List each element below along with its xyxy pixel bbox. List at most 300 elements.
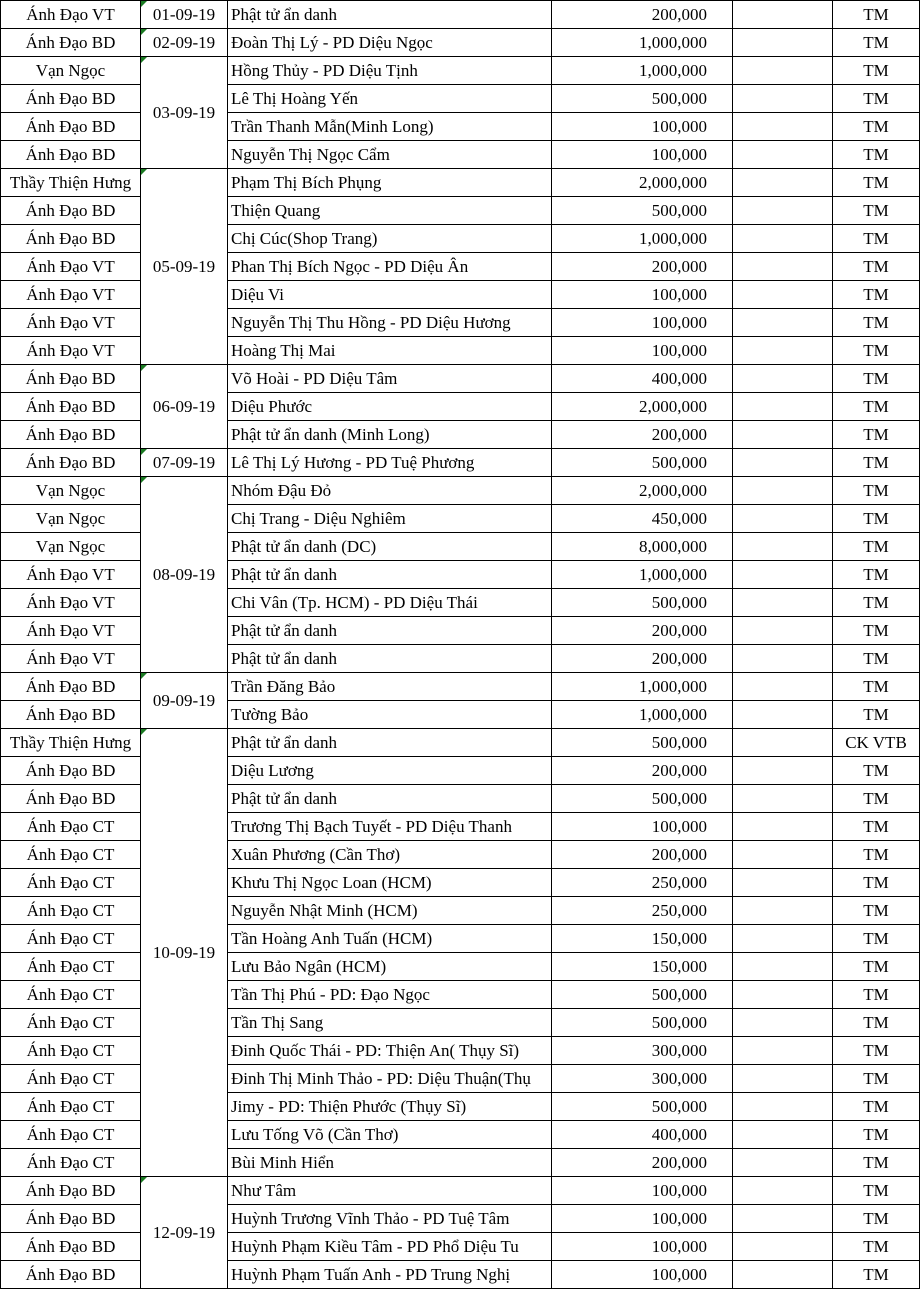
payment-method-cell[interactable]: TM [833,561,920,589]
date-cell[interactable] [141,57,228,169]
table-row [1,505,920,533]
branch-cell[interactable]: Ánh Đạo CT [1,1093,141,1121]
payment-method-cell[interactable]: TM [833,589,920,617]
amount-cell[interactable]: 500,000 [552,1009,733,1037]
amount-cell[interactable]: 250,000 [552,897,733,925]
donor-cell[interactable]: Chị Cúc(Shop Trang) [228,225,552,253]
amount-cell[interactable]: 1,000,000 [552,673,733,701]
branch-cell[interactable]: Ánh Đạo VT [1,589,141,617]
branch-cell[interactable]: Ánh Đạo VT [1,1,141,29]
note-cell[interactable] [733,1037,833,1065]
payment-method-cell[interactable]: TM [833,449,920,477]
note-cell[interactable] [733,1233,833,1261]
donor-cell[interactable]: Xuân Phương (Cần Thơ) [228,841,552,869]
payment-method-cell[interactable]: TM [833,477,920,505]
payment-method-cell[interactable]: TM [833,1037,920,1065]
donor-cell[interactable]: Phật tử ẩn danh [228,1,552,29]
donor-cell[interactable]: Lưu Bảo Ngân (HCM) [228,953,552,981]
amount-cell[interactable]: 500,000 [552,449,733,477]
amount-cell[interactable]: 450,000 [552,505,733,533]
amount-cell[interactable]: 1,000,000 [552,701,733,729]
donor-cell[interactable]: Phật tử ẩn danh (Minh Long) [228,421,552,449]
note-cell[interactable] [733,981,833,1009]
note-cell[interactable] [733,309,833,337]
donor-cell[interactable]: Diệu Phước [228,393,552,421]
date-text: 07-09-19 [152,453,216,472]
payment-method-cell[interactable]: TM [833,953,920,981]
table-row [1,1261,920,1289]
donor-cell[interactable]: Trương Thị Bạch Tuyết - PD Diệu Thanh [228,813,552,841]
note-cell[interactable] [733,1261,833,1289]
branch-cell[interactable]: Ánh Đạo CT [1,813,141,841]
branch-cell[interactable]: Ánh Đạo BD [1,785,141,813]
branch-cell[interactable]: Ánh Đạo CT [1,1121,141,1149]
donor-cell[interactable]: Phật tử ẩn danh [228,785,552,813]
donor-cell[interactable]: Đinh Thị Minh Thảo - PD: Diệu Thuận(Thụ [228,1065,552,1093]
note-cell[interactable] [733,169,833,197]
branch-cell[interactable]: Thầy Thiện Hưng [1,169,141,197]
branch-cell[interactable]: Ánh Đạo BD [1,225,141,253]
table-row [1,869,920,897]
note-cell[interactable] [733,841,833,869]
donor-cell[interactable]: Trần Thanh Mẫn(Minh Long) [228,113,552,141]
payment-method-cell[interactable]: TM [833,1,920,29]
donor-cell[interactable]: Khưu Thị Ngọc Loan (HCM) [228,869,552,897]
ledger-body [1,1,920,1289]
table-row [1,281,920,309]
branch-cell[interactable]: Ánh Đạo VT [1,561,141,589]
donor-cell[interactable]: Phật tử ẩn danh [228,729,552,757]
payment-method-cell[interactable]: TM [833,141,920,169]
amount-cell[interactable]: 500,000 [552,85,733,113]
payment-method-cell[interactable]: TM [833,85,920,113]
donor-cell[interactable]: Lê Thị Lý Hương - PD Tuệ Phương [228,449,552,477]
amount-cell[interactable]: 200,000 [552,617,733,645]
note-cell[interactable] [733,253,833,281]
donor-cell[interactable]: Phan Thị Bích Ngọc - PD Diệu Ân [228,253,552,281]
note-cell[interactable] [733,365,833,393]
payment-method-cell[interactable]: TM [833,253,920,281]
payment-method-cell[interactable]: TM [833,1093,920,1121]
table-row [1,57,920,85]
table-row [1,673,920,701]
branch-cell[interactable]: Ánh Đạo CT [1,1065,141,1093]
payment-method-cell[interactable]: TM [833,113,920,141]
note-cell[interactable] [733,197,833,225]
amount-cell[interactable]: 200,000 [552,1,733,29]
note-cell[interactable] [733,449,833,477]
amount-cell[interactable]: 500,000 [552,785,733,813]
donor-cell[interactable]: Jimy - PD: Thiện Phước (Thụy Sĩ) [228,1093,552,1121]
branch-cell[interactable]: Ánh Đạo BD [1,1177,141,1205]
amount-cell[interactable]: 100,000 [552,1261,733,1289]
payment-method-cell[interactable]: TM [833,169,920,197]
note-cell[interactable] [733,141,833,169]
donor-cell[interactable]: Lưu Tống Võ (Cần Thơ) [228,1121,552,1149]
donor-cell[interactable]: Tần Thị Sang [228,1009,552,1037]
amount-cell[interactable]: 2,000,000 [552,477,733,505]
amount-cell[interactable]: 200,000 [552,253,733,281]
date-text: 05-09-19 [152,257,216,276]
note-cell[interactable] [733,897,833,925]
payment-method-cell[interactable]: TM [833,869,920,897]
amount-cell[interactable]: 150,000 [552,953,733,981]
table-row [1,813,920,841]
table-row [1,1093,920,1121]
amount-cell[interactable]: 200,000 [552,841,733,869]
donor-cell[interactable]: Nguyễn Thị Ngọc Cẩm [228,141,552,169]
amount-cell[interactable]: 100,000 [552,1233,733,1261]
branch-cell[interactable]: Ánh Đạo CT [1,897,141,925]
table-row [1,897,920,925]
branch-cell[interactable]: Thầy Thiện Hưng [1,729,141,757]
amount-cell[interactable]: 300,000 [552,1037,733,1065]
branch-cell[interactable]: Ánh Đạo CT [1,1009,141,1037]
branch-cell[interactable]: Ánh Đạo VT [1,281,141,309]
payment-method-cell[interactable]: TM [833,813,920,841]
comment-indicator-icon [141,729,147,735]
note-cell[interactable] [733,505,833,533]
table-row [1,533,920,561]
payment-method-cell[interactable]: TM [833,365,920,393]
branch-cell[interactable]: Vạn Ngọc [1,505,141,533]
donor-cell[interactable]: Lê Thị Hoàng Yến [228,85,552,113]
table-row [1,589,920,617]
branch-cell[interactable]: Ánh Đạo BD [1,757,141,785]
table-row [1,225,920,253]
table-row [1,1177,920,1205]
table-row [1,29,920,57]
donor-cell[interactable]: Nhóm Đậu Đỏ [228,477,552,505]
note-cell[interactable] [733,1,833,29]
branch-cell[interactable]: Ánh Đạo BD [1,393,141,421]
date-text: 12-09-19 [152,1223,216,1242]
donor-cell[interactable]: Huỳnh Trương Vĩnh Thảo - PD Tuệ Tâm [228,1205,552,1233]
note-cell[interactable] [733,953,833,981]
note-cell[interactable] [733,533,833,561]
note-cell[interactable] [733,1065,833,1093]
donor-cell[interactable]: Hồng Thủy - PD Diệu Tịnh [228,57,552,85]
note-cell[interactable] [733,337,833,365]
donor-cell[interactable]: Huỳnh Phạm Tuấn Anh - PD Trung Nghị [228,1261,552,1289]
amount-cell[interactable]: 100,000 [552,281,733,309]
payment-method-cell[interactable]: TM [833,897,920,925]
donor-cell[interactable]: Như Tâm [228,1177,552,1205]
amount-cell[interactable]: 400,000 [552,1121,733,1149]
payment-method-cell[interactable]: TM [833,981,920,1009]
amount-cell[interactable]: 1,000,000 [552,29,733,57]
note-cell[interactable] [733,785,833,813]
branch-cell[interactable]: Ánh Đạo BD [1,29,141,57]
note-cell[interactable] [733,617,833,645]
date-cell[interactable] [141,673,228,729]
table-row [1,253,920,281]
branch-cell[interactable]: Ánh Đạo CT [1,841,141,869]
comment-indicator-icon [141,477,147,483]
donor-cell[interactable]: Phật tử ẩn danh [228,617,552,645]
table-row [1,1009,920,1037]
table-row [1,1121,920,1149]
donor-cell[interactable]: Đinh Quốc Thái - PD: Thiện An( Thụy Sĩ) [228,1037,552,1065]
note-cell[interactable] [733,1205,833,1233]
note-cell[interactable] [733,701,833,729]
amount-cell[interactable]: 250,000 [552,869,733,897]
donor-cell[interactable]: Chị Trang - Diệu Nghiêm [228,505,552,533]
amount-cell[interactable]: 1,000,000 [552,57,733,85]
note-cell[interactable] [733,393,833,421]
payment-method-cell[interactable]: TM [833,393,920,421]
payment-method-cell[interactable]: TM [833,29,920,57]
date-text: 08-09-19 [152,565,216,584]
donor-cell[interactable]: Bùi Minh Hiển [228,1149,552,1177]
note-cell[interactable] [733,673,833,701]
amount-cell[interactable]: 500,000 [552,981,733,1009]
donor-cell[interactable]: Phật tử ẩn danh [228,645,552,673]
branch-cell[interactable]: Ánh Đạo CT [1,869,141,897]
branch-cell[interactable]: Vạn Ngọc [1,57,141,85]
amount-cell[interactable]: 8,000,000 [552,533,733,561]
comment-indicator-icon [141,449,147,455]
branch-cell[interactable]: Ánh Đạo BD [1,197,141,225]
note-cell[interactable] [733,561,833,589]
payment-method-cell[interactable]: TM [833,281,920,309]
donor-cell[interactable]: Hoàng Thị Mai [228,337,552,365]
branch-cell[interactable]: Ánh Đạo BD [1,365,141,393]
date-text: 01-09-19 [152,5,216,24]
donor-cell[interactable]: Phạm Thị Bích Phụng [228,169,552,197]
date-cell[interactable] [141,729,228,1177]
note-cell[interactable] [733,1149,833,1177]
donor-cell[interactable]: Phật tử ẩn danh (DC) [228,533,552,561]
branch-cell[interactable]: Ánh Đạo VT [1,337,141,365]
amount-cell[interactable]: 300,000 [552,1065,733,1093]
branch-cell[interactable]: Ánh Đạo BD [1,421,141,449]
note-cell[interactable] [733,85,833,113]
amount-cell[interactable]: 500,000 [552,1093,733,1121]
payment-method-cell[interactable]: TM [833,1149,920,1177]
date-cell[interactable] [141,169,228,365]
branch-cell[interactable]: Ánh Đạo BD [1,673,141,701]
date-text: 02-09-19 [152,33,216,52]
branch-cell[interactable]: Ánh Đạo BD [1,1261,141,1289]
payment-method-cell[interactable]: TM [833,673,920,701]
table-row [1,1065,920,1093]
amount-cell[interactable]: 100,000 [552,309,733,337]
payment-method-cell[interactable]: TM [833,309,920,337]
date-cell[interactable] [141,29,228,57]
branch-cell[interactable]: Ánh Đạo CT [1,925,141,953]
payment-method-cell[interactable]: TM [833,533,920,561]
date-cell[interactable] [141,449,228,477]
note-cell[interactable] [733,645,833,673]
amount-cell[interactable]: 1,000,000 [552,561,733,589]
table-row [1,645,920,673]
branch-cell[interactable]: Ánh Đạo VT [1,253,141,281]
table-row [1,85,920,113]
donor-cell[interactable]: Tường Bảo [228,701,552,729]
payment-method-cell[interactable]: TM [833,841,920,869]
payment-method-cell[interactable]: TM [833,1233,920,1261]
table-row [1,701,920,729]
note-cell[interactable] [733,477,833,505]
note-cell[interactable] [733,757,833,785]
payment-method-cell[interactable]: TM [833,505,920,533]
branch-cell[interactable]: Ánh Đạo BD [1,113,141,141]
payment-method-cell[interactable]: TM [833,1261,920,1289]
branch-cell[interactable]: Ánh Đạo BD [1,141,141,169]
payment-method-cell[interactable]: TM [833,57,920,85]
table-row [1,561,920,589]
note-cell[interactable] [733,281,833,309]
table-row [1,365,920,393]
date-cell[interactable] [141,477,228,673]
amount-cell[interactable]: 200,000 [552,421,733,449]
date-text: 10-09-19 [152,943,216,962]
amount-cell[interactable]: 500,000 [552,729,733,757]
date-text: 09-09-19 [152,691,216,710]
payment-method-cell[interactable]: TM [833,197,920,225]
donor-cell[interactable]: Tần Hoàng Anh Tuấn (HCM) [228,925,552,953]
table-row [1,953,920,981]
amount-cell[interactable]: 200,000 [552,757,733,785]
table-row [1,981,920,1009]
date-cell[interactable] [141,365,228,449]
date-cell[interactable] [141,1,228,29]
note-cell[interactable] [733,813,833,841]
table-row [1,197,920,225]
amount-cell[interactable]: 100,000 [552,113,733,141]
payment-method-cell[interactable]: TM [833,1121,920,1149]
amount-cell[interactable]: 2,000,000 [552,393,733,421]
payment-method-cell[interactable]: TM [833,1009,920,1037]
comment-indicator-icon [141,1,147,7]
donor-cell[interactable]: Đoàn Thị Lý - PD Diệu Ngọc [228,29,552,57]
donor-cell[interactable]: Trần Đăng Bảo [228,673,552,701]
branch-cell[interactable]: Ánh Đạo BD [1,85,141,113]
note-cell[interactable] [733,1177,833,1205]
table-row [1,393,920,421]
note-cell[interactable] [733,57,833,85]
branch-cell[interactable]: Ánh Đạo BD [1,701,141,729]
table-row [1,785,920,813]
payment-method-cell[interactable]: TM [833,337,920,365]
branch-cell[interactable]: Vạn Ngọc [1,533,141,561]
note-cell[interactable] [733,29,833,57]
amount-cell[interactable]: 1,000,000 [552,225,733,253]
donor-cell[interactable]: Nguyễn Thị Thu Hồng - PD Diệu Hương [228,309,552,337]
amount-cell[interactable]: 400,000 [552,365,733,393]
amount-cell[interactable]: 100,000 [552,1205,733,1233]
amount-cell[interactable]: 500,000 [552,589,733,617]
date-text: 06-09-19 [152,397,216,416]
date-text: 03-09-19 [152,103,216,122]
amount-cell[interactable]: 500,000 [552,197,733,225]
payment-method-cell[interactable]: CK VTB [833,729,920,757]
table-row [1,113,920,141]
table-row [1,925,920,953]
comment-indicator-icon [141,169,147,175]
amount-cell[interactable]: 2,000,000 [552,169,733,197]
donor-cell[interactable]: Võ Hoài - PD Diệu Tâm [228,365,552,393]
donor-cell[interactable]: Chi Vân (Tp. HCM) - PD Diệu Thái [228,589,552,617]
branch-cell[interactable]: Ánh Đạo VT [1,645,141,673]
amount-cell[interactable]: 100,000 [552,141,733,169]
table-row [1,169,920,197]
branch-cell[interactable]: Ánh Đạo CT [1,1037,141,1065]
table-row [1,757,920,785]
donor-cell[interactable]: Diệu Vi [228,281,552,309]
branch-cell[interactable]: Ánh Đạo BD [1,449,141,477]
comment-indicator-icon [141,673,147,679]
amount-cell[interactable]: 100,000 [552,337,733,365]
payment-method-cell[interactable]: TM [833,1205,920,1233]
donor-cell[interactable]: Nguyễn Nhật Minh (HCM) [228,897,552,925]
table-row [1,309,920,337]
table-row [1,1233,920,1261]
note-cell[interactable] [733,925,833,953]
payment-method-cell[interactable]: TM [833,701,920,729]
table-row [1,449,920,477]
payment-method-cell[interactable]: TM [833,645,920,673]
table-row [1,729,920,757]
branch-cell[interactable]: Ánh Đạo VT [1,309,141,337]
table-row [1,141,920,169]
donor-cell[interactable]: Diệu Lương [228,757,552,785]
payment-method-cell[interactable]: TM [833,617,920,645]
note-cell[interactable] [733,589,833,617]
donor-cell[interactable]: Tần Thị Phú - PD: Đạo Ngọc [228,981,552,1009]
note-cell[interactable] [733,113,833,141]
note-cell[interactable] [733,729,833,757]
donor-cell[interactable]: Thiện Quang [228,197,552,225]
note-cell[interactable] [733,1093,833,1121]
branch-cell[interactable]: Ánh Đạo CT [1,953,141,981]
branch-cell[interactable]: Ánh Đạo BD [1,1233,141,1261]
payment-method-cell[interactable]: TM [833,225,920,253]
branch-cell[interactable]: Ánh Đạo VT [1,617,141,645]
payment-method-cell[interactable]: TM [833,785,920,813]
note-cell[interactable] [733,1121,833,1149]
comment-indicator-icon [141,365,147,371]
comment-indicator-icon [141,57,147,63]
donor-cell[interactable]: Huỳnh Phạm Kiều Tâm - PD Phổ Diệu Tu [228,1233,552,1261]
table-row [1,1037,920,1065]
amount-cell[interactable]: 200,000 [552,1149,733,1177]
branch-cell[interactable]: Ánh Đạo BD [1,1205,141,1233]
payment-method-cell[interactable]: TM [833,1177,920,1205]
payment-method-cell[interactable]: TM [833,421,920,449]
donor-cell[interactable]: Phật tử ẩn danh [228,561,552,589]
payment-method-cell[interactable]: TM [833,1065,920,1093]
payment-method-cell[interactable]: TM [833,757,920,785]
table-row [1,1,920,29]
branch-cell[interactable]: Vạn Ngọc [1,477,141,505]
note-cell[interactable] [733,225,833,253]
amount-cell[interactable]: 200,000 [552,645,733,673]
note-cell[interactable] [733,421,833,449]
amount-cell[interactable]: 150,000 [552,925,733,953]
amount-cell[interactable]: 100,000 [552,1177,733,1205]
table-row [1,1205,920,1233]
table-row [1,617,920,645]
branch-cell[interactable]: Ánh Đạo CT [1,981,141,1009]
date-cell[interactable] [141,1177,228,1289]
note-cell[interactable] [733,869,833,897]
amount-cell[interactable]: 100,000 [552,813,733,841]
note-cell[interactable] [733,1009,833,1037]
branch-cell[interactable]: Ánh Đạo CT [1,1149,141,1177]
payment-method-cell[interactable]: TM [833,925,920,953]
